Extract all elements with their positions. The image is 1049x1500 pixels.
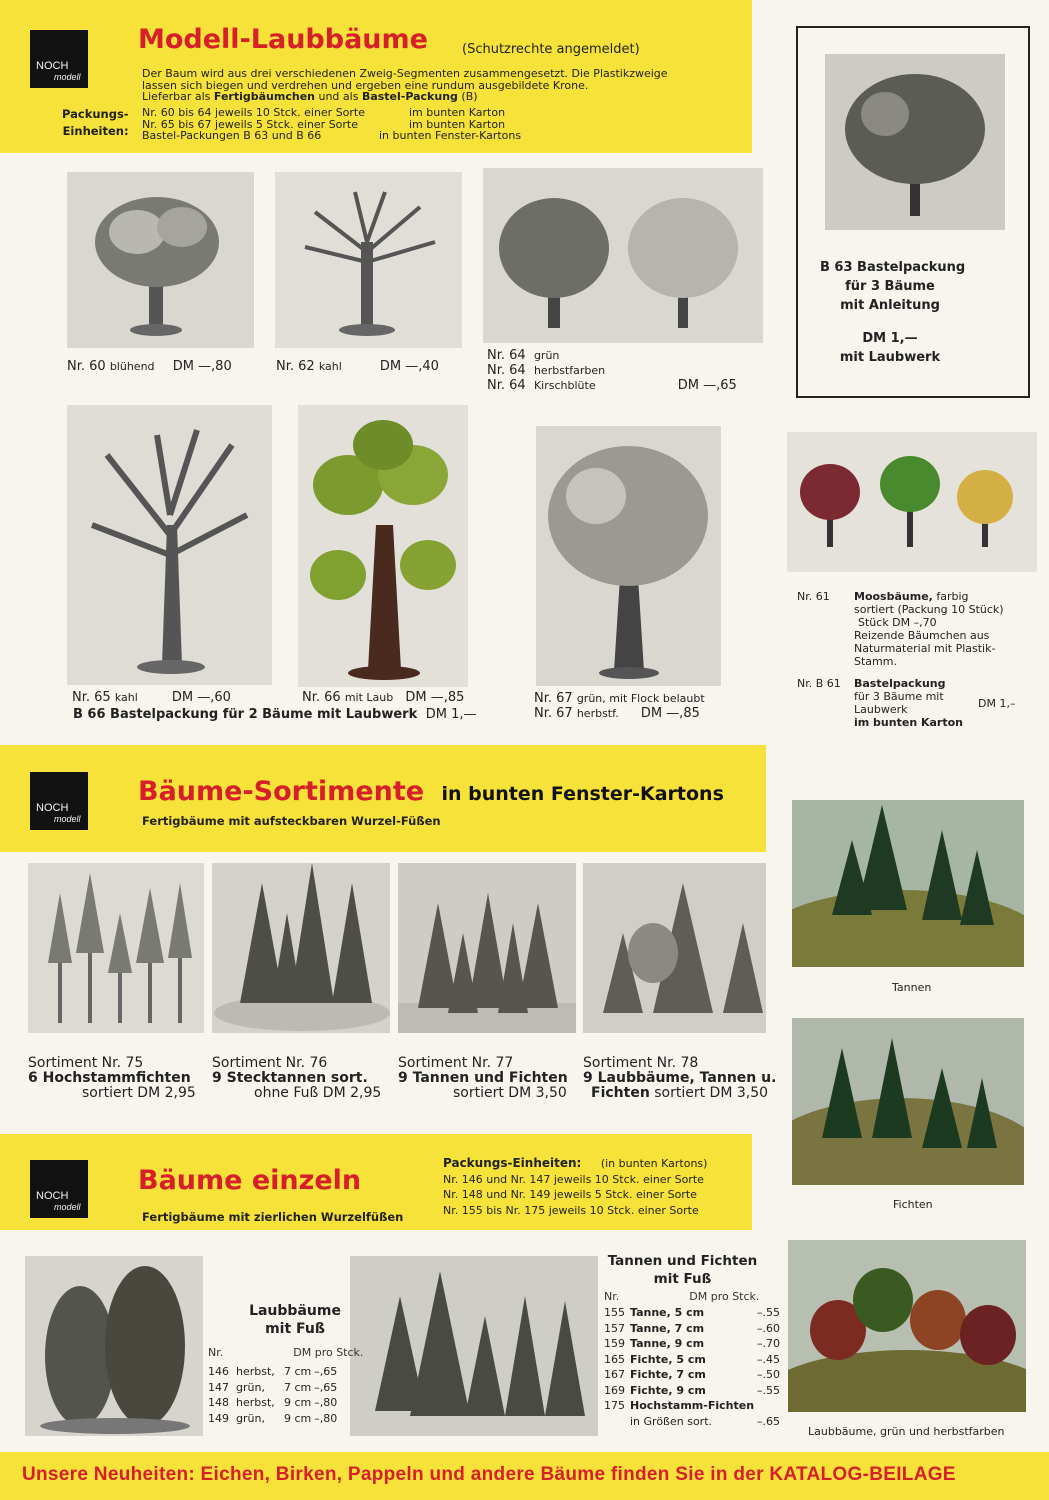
tannen-price-table — [604, 1305, 783, 1429]
caption-sortiment-75: Sortiment Nr. 75 6 Hochstammfichten sortiert DM 2,95 — [28, 1055, 196, 1101]
section-title: Bäume-Sortimente in bunten Fenster-Kartons — [138, 776, 724, 807]
photo-tannen-fichten-mit-fuss — [350, 1256, 598, 1436]
photo-laubbaeume — [788, 1240, 1026, 1412]
table-row: 169 Fichte, 9 cm –.55 — [604, 1383, 781, 1397]
table-row: 148 herbst, 9 cm –,80 — [208, 1396, 338, 1409]
caption-sortiment-77: Sortiment Nr. 77 9 Tannen und Fichten sortiert DM 3,50 — [398, 1055, 568, 1101]
photo-sortiment-78 — [583, 863, 766, 1033]
tannen-table-header: Nr. DM pro Stck. — [604, 1290, 760, 1303]
laub-table-header: Nr. DM pro Stck. — [208, 1346, 364, 1359]
laub-price-table — [208, 1364, 340, 1426]
table-row: 159 Tanne, 9 cm –.70 — [604, 1337, 781, 1350]
caption-nr66: Nr. 66 mit Laub DM —,85 — [302, 690, 465, 705]
photo-tannen — [792, 800, 1024, 967]
caption-laubbaeume: Laubbäume, grün und herbstfarben — [808, 1425, 1005, 1438]
caption-nr65: Nr. 65 kahl DM —,60 — [72, 690, 231, 705]
table-row: 157 Tanne, 7 cm –.60 — [604, 1321, 781, 1335]
table-row: 149 grün, 9 cm –,80 — [208, 1411, 338, 1425]
table-row: 175 Hochstamm-Fichten — [604, 1399, 755, 1412]
section-title-note: (Schutzrechte angemeldet) — [462, 42, 640, 57]
packing-units-einzeln: Packungs-Einheiten: (in bunten Kartons) Nr. 146 und Nr. 147 jeweils 10 Stck. einer Sorte Nr. 148 und Nr. 149 jeweils 5 Stck. einer Sorte Nr. 155 bis Nr. 175 jeweils 10 Stck. einer Sorte — [443, 1156, 708, 1217]
photo-nr61 — [787, 432, 1037, 572]
photo-laubbaeume-mit-fuss — [25, 1256, 203, 1436]
photo-fichten — [792, 1018, 1024, 1185]
packing-units-list: Nr. 60 bis 64 jeweils 10 Stck. einer Sorte im bunten Karton Nr. 65 bis 67 jeweils 5 Stck. einer Sorte im bunten Karton Bastel-Packungen B 63 und B 66 in bunten Fenster-Kartons — [142, 106, 522, 142]
table-row: 147 grün, 7 cm –,65 — [208, 1380, 338, 1394]
photo-nr66 — [298, 405, 468, 687]
section-subtitle: Fertigbäume mit zierlichen Wurzelfüßen — [142, 1210, 404, 1224]
table-row: 165 Fichte, 5 cm –.45 — [604, 1352, 781, 1366]
section-title: Bäume einzeln — [138, 1165, 362, 1196]
noch-logo: NOCH modell — [30, 1160, 88, 1218]
section-subtitle: Fertigbäume mit aufsteckbaren Wurzel-Füßen — [142, 814, 441, 828]
caption-nr67: Nr. 67 grün, mit Flock belaubt Nr. 67 herbstf. DM —,85 — [534, 691, 705, 721]
packing-units-label: Packungs- Einheiten: — [62, 107, 129, 138]
caption-sortiment-78: Sortiment Nr. 78 9 Laubbäume, Tannen u. Fichten sortiert DM 3,50 — [583, 1055, 777, 1101]
description: Der Baum wird aus drei verschiedenen Zweig-Segmenten zusammengesetzt. Die Plastikzweige lassen sich biegen und verdrehen und ergeben eine rundum ausgebildete Krone. Lieferbar als Fertigbäumchen und als Bastel-Packung (B) — [142, 67, 668, 103]
caption-nr60: Nr. 60 blühend DM —,80 — [67, 359, 232, 374]
photo-nr65 — [67, 405, 272, 685]
noch-logo: NOCH modell — [30, 772, 88, 830]
caption-b66: B 66 Bastelpackung für 2 Bäume mit Laubwerk DM 1,— — [73, 707, 477, 722]
caption-sortiment-76: Sortiment Nr. 76 9 Stecktannen sort. ohne Fuß DM 2,95 — [212, 1055, 382, 1101]
photo-nr60 — [67, 172, 254, 348]
footer-banner: Unsere Neuheiten: Eichen, Birken, Pappeln und andere Bäume finden Sie in der KATALOG-BEILAGE — [0, 1452, 1049, 1500]
caption-nr62: Nr. 62 kahl DM —,40 — [276, 359, 439, 374]
table-row: 146 herbst, 7 cm –,65 — [208, 1365, 338, 1378]
photo-sortiment-77 — [398, 863, 576, 1033]
photo-nr64 — [483, 168, 763, 343]
noch-logo: NOCH modell — [30, 30, 88, 88]
caption-b63: B 63 Bastelpackung für 3 Bäume mit Anleitung DM 1,— mit Laubwerk — [820, 260, 966, 365]
table-row: in Größen sort. –.65 — [630, 1414, 781, 1428]
caption-tannen: Tannen — [892, 981, 932, 994]
caption-fichten: Fichten — [893, 1198, 933, 1211]
photo-sortiment-75 — [28, 863, 204, 1033]
laub-title: Laubbäume mit Fuß — [249, 1303, 341, 1337]
section-title: Modell-Laubbäume — [138, 24, 428, 55]
table-row: 167 Fichte, 7 cm –.50 — [604, 1368, 781, 1381]
table-row: 155 Tanne, 5 cm –.55 — [604, 1306, 781, 1319]
photo-sortiment-76 — [212, 863, 390, 1033]
caption-nr64: Nr. 64 grün Nr. 64 herbstfarben Nr. 64 Kirschblüte DM —,65 — [487, 348, 737, 393]
tannen-title: Tannen und Fichten mit Fuß — [607, 1253, 758, 1287]
photo-nr67 — [536, 426, 721, 686]
photo-nr62 — [275, 172, 462, 348]
